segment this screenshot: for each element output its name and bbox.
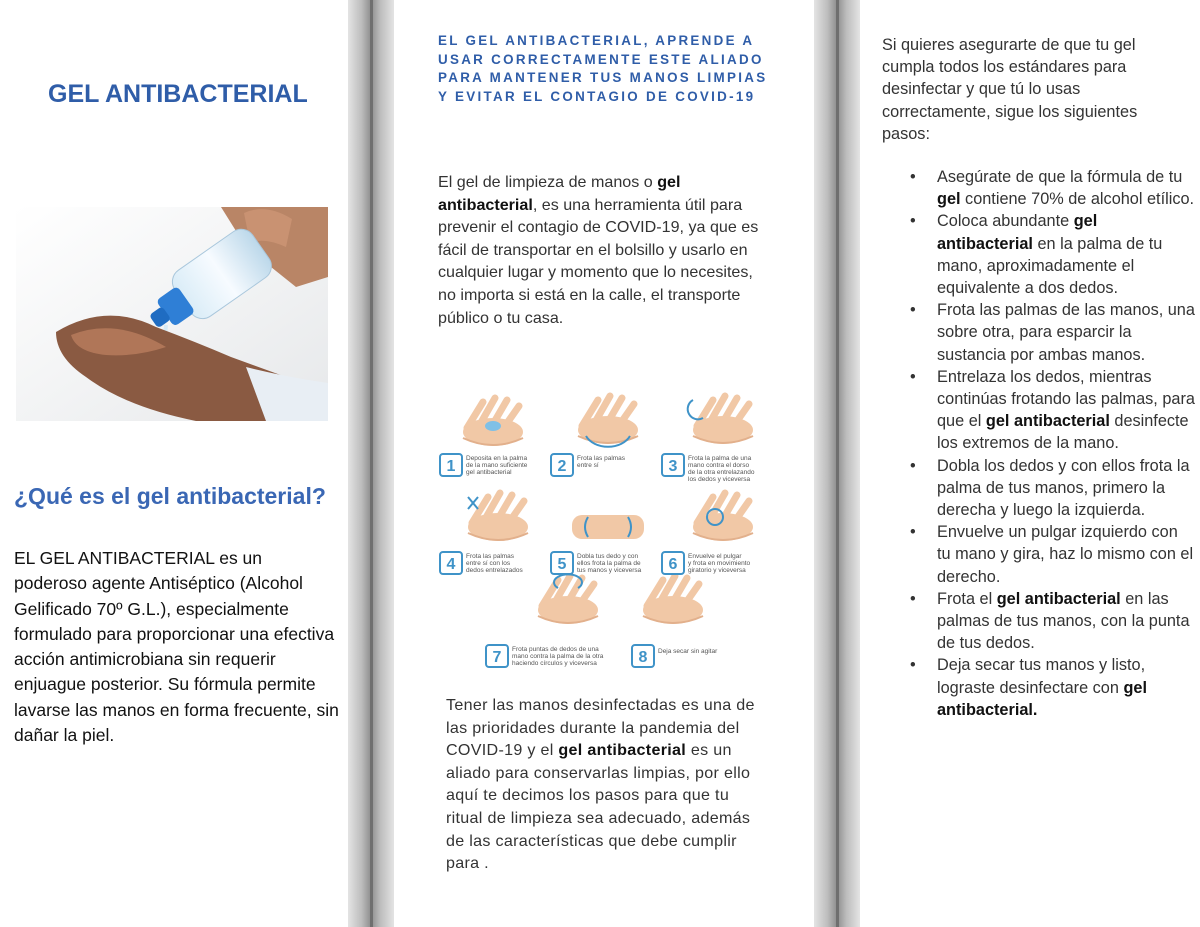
svg-text:mano contra la palma de la otr: mano contra la palma de la otra [512,653,604,660]
closing-text-bold: gel antibacterial [558,741,687,760]
intro-text-c: , es una herramienta útil para prevenir el contagio de COVID-19, ya que es fácil de transportar en el bolsillo y usarlo en cualquier lugar y momento que lo necesites, no importa si está en la calle, el transporte público o tu casa. [438,195,759,327]
panel-middle [394,0,814,927]
list-item: • Envuelve un pulgar izquierdo con tu mano y gira, haz lo mismo con el derecho. [910,523,1194,586]
intro-text-bold: gel antibacterial [438,173,681,214]
middle-heading: EL GEL ANTIBACTERIAL, APRENDE A USAR CORRECTAMENTE ESTE ALIADO PARA MANTENER TUS MANOS LIMPIAS Y EVITAR EL CONTAGIO DE COVID-19 [438,33,768,105]
steps-intro: Si quieres asegurarte de que tu gel cumpla todos los estándares para desinfectar y que tú lo usas correctamente, sigue los siguientes pasos: [882,36,1138,143]
definition-text-2: especialmente formulado para proporcionar una efectiva acción antimicrobiana sin requerir enjuague posterior. Su fórmula permite lavarse las manos en forma frecuente, sin dañar la piel. [14,598,339,746]
svg-text:dedos entrelazados: dedos entrelazados [466,567,523,574]
svg-text:5: 5 [557,556,567,573]
svg-text:3: 3 [668,458,678,475]
svg-text:giratorio y viceversa: giratorio y viceversa [688,567,746,574]
handwashing-steps-diagram [438,392,778,675]
step-8-illustration [643,576,703,624]
step-3-illustration [688,396,753,444]
step-1-illustration [463,398,523,446]
svg-text:entre sí con los: entre sí con los [466,560,511,567]
svg-text:Deposita en la palma: Deposita en la palma [466,455,528,462]
svg-text:Frota las palmas: Frota las palmas [466,553,515,560]
step-5-label [551,552,642,574]
fold-shadow-right [814,0,860,927]
bullet-icon: • [910,212,916,231]
svg-text:gel antibacterial: gel antibacterial [466,469,512,476]
intro-text-a: El gel de limpieza de manos o [438,173,658,191]
svg-text:4: 4 [446,556,456,573]
svg-text:Frota las palmas: Frota las palmas [577,455,626,462]
svg-text:mano contra el dorso: mano contra el dorso [688,462,750,469]
step-1-label [440,454,528,476]
svg-text:Frota la palma de una: Frota la palma de una [688,455,752,462]
list-item: • Asegúrate de que la fórmula de tu gel contiene 70% de alcohol etílico. [910,168,1195,209]
hand-sanitizer-photo [16,207,328,421]
intro-paragraph [438,171,768,329]
svg-text:1: 1 [446,458,456,475]
list-item: • Coloca abundante gel antibacterial en la palma de tu mano, aproximadamente el equivalente a dos dedos. [910,212,1163,298]
svg-text:haciendo círculos y viceversa: haciendo círculos y viceversa [512,660,597,667]
svg-text:de la otra entrelazando: de la otra entrelazando [688,469,755,476]
closing-text-c: es un aliado para conservarlas limpias, por ello aquí te decimos los pasos para que tu ritual de limpieza sea adecuado, además de las características que debe cumplir para . [446,741,751,873]
step-4-label [440,552,523,574]
step-6-label [662,552,751,574]
svg-text:Envuelve el pulgar: Envuelve el pulgar [688,553,742,560]
panel-title: GEL ANTIBACTERIAL [48,80,308,108]
step-8-label [632,645,718,667]
bullet-icon: • [910,589,916,608]
svg-text:Frota puntas de dedos de una: Frota puntas de dedos de una [512,646,599,653]
svg-text:7: 7 [492,649,502,666]
svg-text:tus manos y viceversa: tus manos y viceversa [577,567,642,574]
svg-text:ellos frota la palma de: ellos frota la palma de [577,560,641,567]
list-item: • Frota las palmas de las manos, una sobre otra, para esparcir la sustancia por ambas manos. [910,301,1195,364]
step-7-illustration [538,574,598,624]
bullet-icon: • [910,523,916,542]
step-2-illustration [578,396,638,447]
definition-text-1: EL GEL ANTIBACTERIAL es un poderoso agente Antiséptico (Alcohol Gelificado 70º G.L.), [14,548,303,619]
question-heading: ¿Qué es el gel antibacterial? [14,483,326,509]
svg-text:y frota en movimiento: y frota en movimiento [688,560,751,567]
step-6-illustration [693,493,753,541]
bullet-icon: • [910,168,916,186]
step-2-label [551,454,626,476]
step-3-label [662,454,755,483]
bullet-icon: • [910,367,916,386]
panel-left [0,0,348,927]
steps-list [910,166,1195,721]
list-item: • Frota el gel antibacterial en las palmas de tus manos, con la punta de tus dedos. [910,589,1190,653]
panel-right [860,0,1200,927]
definition-paragraph [14,546,339,748]
list-item: • Entrelaza los dedos, mientras continúas frotando las palmas, para que el gel antibacterial desinfecte los extremos de la mano. [910,367,1195,453]
svg-text:entre sí: entre sí [577,462,599,469]
svg-text:Deja secar sin agitar: Deja secar sin agitar [658,648,718,655]
bullet-icon: • [910,456,916,475]
bullet-icon: • [910,656,916,675]
fold-shadow-left [348,0,394,927]
closing-paragraph [446,694,766,875]
svg-text:2: 2 [557,458,567,475]
step-4-illustration [468,493,528,541]
list-item: • Deja secar tus manos y listo, lograste desinfectare con gel antibacterial. [910,656,1147,719]
closing-text-a: Tener las manos desinfectadas es una de las prioridades durante la pandemia del COVID-19 y el [446,696,755,760]
step-7-label [486,645,604,667]
bullet-icon: • [910,301,916,320]
step-5-illustration [572,515,644,539]
svg-text:de la mano suficiente: de la mano suficiente [466,462,528,469]
svg-text:8: 8 [638,649,648,666]
list-item: • Dobla los dedos y con ellos frota la palma de tus manos, primero la derecha y luego la izquierda. [910,456,1190,520]
svg-text:los dedos y viceversa: los dedos y viceversa [688,476,751,483]
svg-text:6: 6 [668,556,678,573]
svg-text:Dobla tus dedo y con: Dobla tus dedo y con [577,553,639,560]
